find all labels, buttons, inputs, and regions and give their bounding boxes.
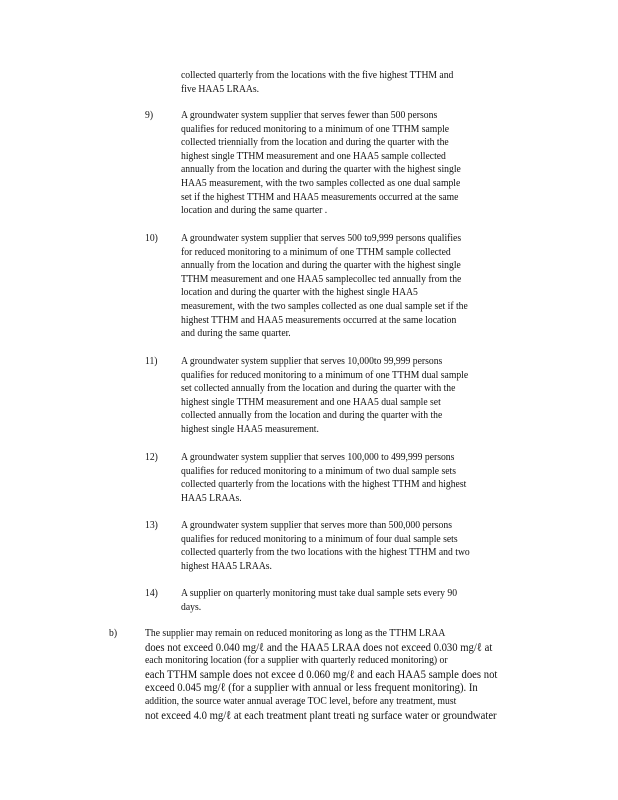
item-paragraph <box>181 587 526 614</box>
text-line: five HAA5 LRAAs. <box>181 83 260 95</box>
text-line: HAA5 measurement, with the two samples collected as one dual sample <box>181 177 461 189</box>
text-line: qualifies for reduced monitoring to a minimum of two dual sample sets <box>181 465 456 477</box>
text-line: set collected annually from the location and during the quarter with the <box>181 383 456 395</box>
item-number: 11) <box>145 356 158 367</box>
text-line: qualifies for reduced monitoring to a minimum of one TTHM dual sample <box>181 369 469 381</box>
text-line: collected quarterly from the two locations with the highest TTHM and two <box>181 547 470 559</box>
text-line: location and during the quarter with the highest single HAA5 <box>181 287 418 299</box>
item-number: 9) <box>145 110 154 121</box>
item-number: 14) <box>145 588 158 599</box>
text-line: collected annually from the location and during the quarter with the <box>181 410 443 422</box>
text-line: highest TTHM and HAA5 measurements occurred at the same location <box>181 314 457 326</box>
text-line: exceed 0.045 mg/ℓ (for a supplier with annual or less frequent monitoring). In <box>145 681 478 695</box>
text-line: for reduced monitoring to a minimum of one TTHM sample collected <box>181 246 451 258</box>
text-line: not exceed 4.0 mg/ℓ at each treatment plant treati ng surface water or groundwater <box>145 708 497 722</box>
text-line: set if the highest TTHM and HAA5 measurements occurred at the same <box>181 191 459 203</box>
item-paragraph <box>181 451 526 505</box>
text-line: The supplier may remain on reduced monitoring as long as the TTHM LRAA <box>145 628 446 639</box>
item-number: 12) <box>145 452 158 463</box>
text-line: A supplier on quarterly monitoring must take dual sample sets every 90 <box>181 588 458 599</box>
text-line: A groundwater system supplier that serves 10,000to 99,999 persons <box>181 356 443 367</box>
text-line: annually from the location and during the quarter with the highest single <box>181 164 461 176</box>
text-line: collected triennially from the location and during the quarter with the <box>181 137 449 149</box>
section-label: b) <box>109 628 118 639</box>
text-line: and during the same quarter. <box>181 328 291 340</box>
text-line: addition, the source water annual average TOC level, before any treatment, must <box>145 695 457 707</box>
text-line: A groundwater system supplier that serves 500 to9,999 persons qualifies <box>181 233 462 244</box>
text-line: location and during the same quarter . <box>181 205 328 217</box>
item-paragraph <box>181 519 526 573</box>
continuation-paragraph <box>181 69 526 96</box>
item-number: 13) <box>145 520 158 531</box>
text-line: each TTHM sample does not excee d 0.060 mg/ℓ and each HAA5 sample does not <box>145 667 498 681</box>
text-line: annually from the location and during the quarter with the highest single <box>181 260 461 272</box>
text-line: does not exceed 0.040 mg/ℓ and the HAA5 LRAA does not exceed 0.030 mg/ℓ at <box>145 640 493 654</box>
text-line: A groundwater system supplier that serves more than 500,000 persons <box>181 520 452 531</box>
text-line: highest single TTHM measurement and one HAA5 sample collected <box>181 150 446 162</box>
text-line: days. <box>181 601 202 613</box>
text-line: measurement, with the two samples collected as one dual sample set if the <box>181 300 468 312</box>
text-line: A groundwater system supplier that serves fewer than 500 persons <box>181 110 438 121</box>
text-line: TTHM measurement and one HAA5 samplecollec ted annually from the <box>181 273 462 285</box>
section-b-paragraph <box>145 627 530 722</box>
text-line: collected quarterly from the locations with the highest TTHM and highest <box>181 479 467 491</box>
text-line: highest single HAA5 measurement. <box>181 423 319 435</box>
text-line: each monitoring location (for a supplier with quarterly reduced monitoring) or <box>145 655 448 667</box>
text-line: highest HAA5 LRAAs. <box>181 560 272 572</box>
item-paragraph <box>181 355 526 437</box>
text-line: A groundwater system supplier that serves 100,000 to 499,999 persons <box>181 452 455 463</box>
item-number: 10) <box>145 233 158 244</box>
item-paragraph <box>181 109 526 218</box>
text-line: collected quarterly from the locations with the five highest TTHM and <box>181 70 454 81</box>
text-line: qualifies for reduced monitoring to a minimum of four dual sample sets <box>181 533 458 545</box>
text-line: highest single TTHM measurement and one HAA5 dual sample set <box>181 396 441 408</box>
item-paragraph <box>181 232 526 341</box>
text-line: HAA5 LRAAs. <box>181 492 242 504</box>
text-line: qualifies for reduced monitoring to a minimum of one TTHM sample <box>181 123 450 135</box>
